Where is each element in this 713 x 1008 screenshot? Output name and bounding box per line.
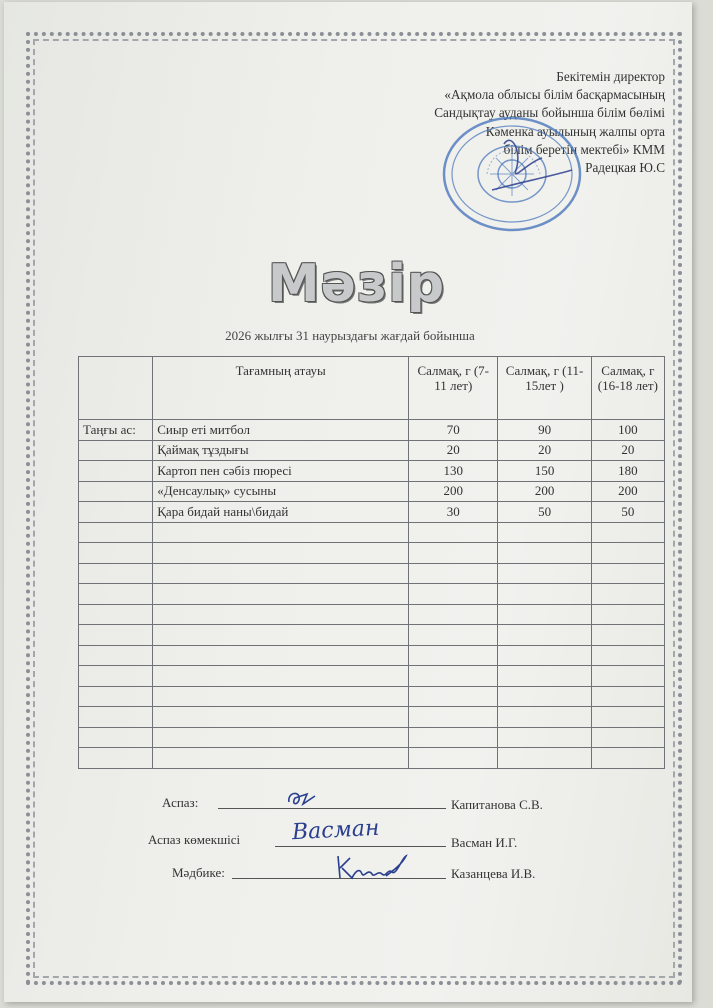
- empty-row: [79, 727, 665, 748]
- date-note: 2026 жылғы 31 наурыздағы жағдай бойынша: [225, 328, 475, 343]
- weight-cell: 200: [498, 481, 591, 502]
- table-row: [79, 461, 665, 482]
- weight-cell: 20: [409, 440, 498, 461]
- dish-cell: Қара бидай наны\бидай: [153, 502, 409, 523]
- meal-cell: [79, 461, 153, 482]
- weight-cell: 20: [591, 440, 664, 461]
- weight-cell: 180: [591, 461, 664, 482]
- weight-cell: 150: [498, 461, 591, 482]
- dish-cell: «Денсаулық» сусыны: [153, 481, 409, 502]
- page-title: Мәзір: [267, 254, 446, 314]
- cook-name: Капитанова С.В.: [451, 797, 543, 812]
- approval-line: «Ақмола облысы білім басқармасының: [444, 87, 665, 103]
- approval-line: Бекітемін директор: [556, 69, 665, 84]
- meal-cell: [79, 502, 153, 523]
- weight-cell: 200: [409, 481, 498, 502]
- empty-row: [79, 522, 665, 543]
- dish-cell: Сиыр еті митбол: [153, 420, 409, 441]
- empty-row: [79, 707, 665, 728]
- empty-row: [79, 625, 665, 646]
- empty-row: [79, 748, 665, 769]
- meal-cell: [79, 440, 153, 461]
- table-header-row: [79, 357, 665, 420]
- cook-signature-line: [218, 808, 446, 809]
- nurse-name: Казанцева И.В.: [451, 866, 536, 881]
- approval-line: білім беретін мектебі» КММ: [503, 141, 665, 157]
- approval-line: Радецкая Ю.С: [585, 160, 665, 176]
- weight-cell: 30: [409, 502, 498, 523]
- meal-cell: Таңғы ас:: [79, 420, 153, 441]
- assistant-handwriting: Васман: [291, 815, 381, 846]
- dish-cell: Қаймақ тұздығы: [153, 440, 409, 461]
- meal-cell: [79, 481, 153, 502]
- cook-signature-icon: [285, 788, 319, 810]
- empty-row: [79, 686, 665, 707]
- weight-cell: 50: [591, 502, 664, 523]
- empty-row: [79, 563, 665, 584]
- column-header-weight-16-18: Салмақ, г (16-18 лет): [591, 357, 664, 420]
- column-header-dish: Тағамның атауы: [153, 357, 409, 420]
- weight-cell: 20: [498, 440, 591, 461]
- empty-row: [79, 604, 665, 625]
- cook-label: Аспаз:: [162, 795, 199, 810]
- menu-table: [78, 356, 665, 769]
- nurse-signature-icon: [332, 850, 412, 884]
- assistant-label: Аспаз көмекшісі: [148, 832, 241, 847]
- approval-line: Сандықтау ауданы бойынша білім бөлімі: [434, 105, 665, 121]
- weight-cell: 130: [409, 461, 498, 482]
- approval-line: Кәменка ауылының жалпы орта: [485, 123, 665, 139]
- school-seal-icon: [432, 112, 582, 232]
- dish-cell: Картоп пен сәбіз пюресі: [153, 461, 409, 482]
- weight-cell: 50: [498, 502, 591, 523]
- assistant-signature-line: [275, 846, 446, 847]
- weight-cell: 90: [498, 420, 591, 441]
- column-header-weight-7-11: Салмақ, г (7-11 лет): [409, 357, 498, 420]
- nurse-label: Мәдбике:: [172, 865, 225, 880]
- table-row: [79, 420, 665, 441]
- table-row: [79, 481, 665, 502]
- empty-row: [79, 584, 665, 605]
- weight-cell: 70: [409, 420, 498, 441]
- weight-cell: 100: [591, 420, 664, 441]
- weight-cell: 200: [591, 481, 664, 502]
- empty-row: [79, 645, 665, 666]
- column-header-meal: [79, 357, 153, 420]
- table-row: [79, 440, 665, 461]
- empty-row: [79, 543, 665, 564]
- table-row: [79, 502, 665, 523]
- assistant-name: Васман И.Г.: [451, 835, 518, 850]
- column-header-weight-11-15: Салмақ, г (11-15лет ): [498, 357, 591, 420]
- empty-row: [79, 666, 665, 687]
